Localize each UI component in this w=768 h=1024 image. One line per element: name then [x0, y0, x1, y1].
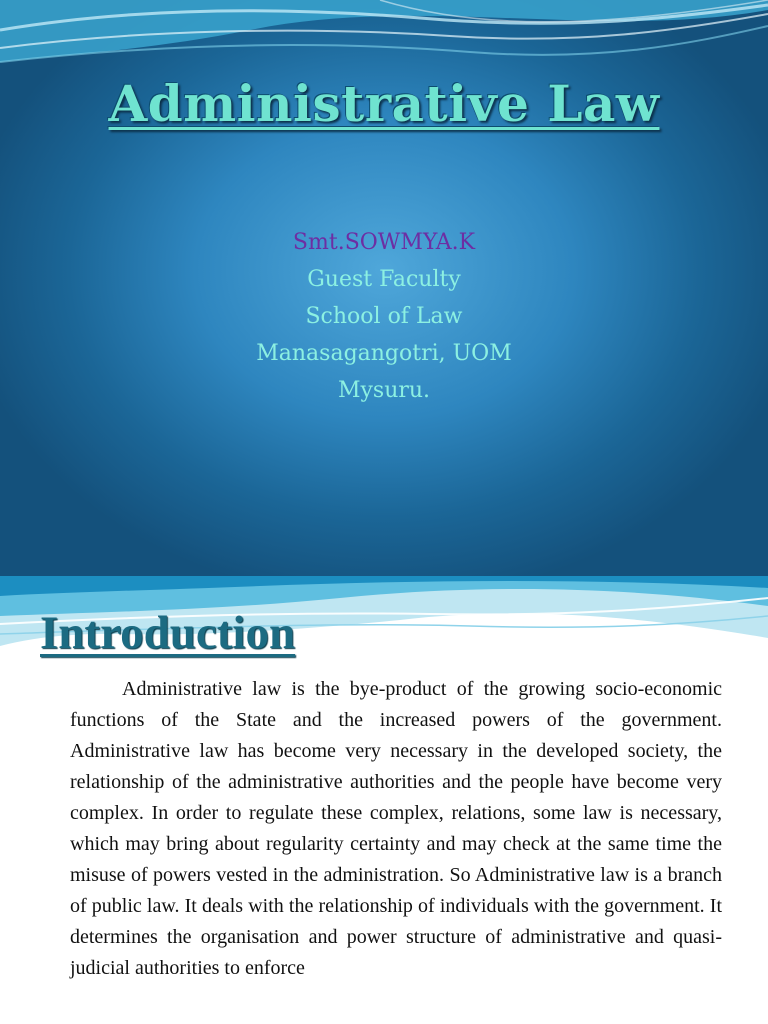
- body-paragraph: Administrative law is the bye-product of the growing socio-economic functions of the State and the increased powers of the government. Administrative law has become very necessary in the developed society, the relationship of the administrative authorities and the people have become very complex. In order to regulate these complex, relations, some law is necessary, which may bring about regularity certainty and may check at the same time the misuse of powers vested in the administration. So Administrative law is a branch of public law. It deals with the relationship of individuals with the government. It determines the organisation and power structure of administrative and quasi-judicial authorities to enforce: [70, 678, 722, 979]
- author-city: Mysuru.: [337, 378, 431, 403]
- content-slide: [0, 576, 768, 1024]
- author-name: Smt.SOWMYA.K: [292, 230, 476, 255]
- slide-title: Administrative Law: [108, 74, 660, 133]
- author-block: [0, 224, 768, 409]
- author-role: Guest Faculty: [307, 267, 461, 292]
- author-school: School of Law: [305, 304, 463, 329]
- author-campus: Manasagangotri, UOM: [256, 341, 512, 366]
- section-heading: Introduction: [40, 607, 296, 659]
